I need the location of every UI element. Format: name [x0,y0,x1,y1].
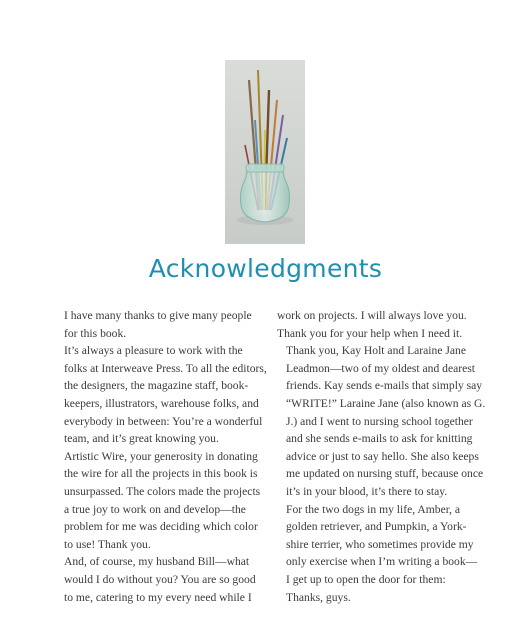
text-line: Thanks, guys. [286,590,351,604]
paragraph [55,342,267,448]
paragraph [55,553,267,606]
text-line: would I do without you? You are so good [64,572,256,586]
text-line: a true joy to work on and develop—the [64,502,246,516]
crochet-hooks-jar-illustration [225,60,305,244]
text-line: work on projects. I will always love you. [277,309,467,322]
text-line: it’s in your blood, it’s there to stay. [286,484,448,498]
text-line: And, of course, my husband Bill—what [64,555,250,569]
text-line: shire terrier, who sometimes provide my [286,537,474,551]
paragraph [55,307,267,342]
paragraph [277,307,489,342]
text-line: golden retriever, and Pumpkin, a York- [286,520,467,534]
text-line: “WRITE!” Laraine Jane (also known as G. [286,396,486,410]
paragraph [55,448,267,554]
text-line: Artistic Wire, your generosity in donating [64,449,258,463]
crochet-hooks-in-jar-photo [225,60,305,244]
text-line: Thank you, Kay Holt and Laraine Jane [286,344,466,358]
text-line: J.) and I went to nursing school together [286,414,473,428]
paragraph [277,342,489,500]
text-line: friends. Kay sends e-mails that simply say [286,379,483,393]
text-line: the designers, the magazine staff, book- [64,379,249,393]
text-line: I get up to open the door for them: [286,572,446,586]
text-line: and she sends e-mails to ask for knitting [286,432,473,446]
text-line: only exercise when I’m writing a book— [286,555,478,569]
text-line: to use! Thank you. [64,537,151,551]
text-line: Thank you for your help when I need it. [277,326,463,340]
text-line: team, and it’s great knowing you. [64,432,219,446]
text-line: I have many thanks to give many people [64,309,252,322]
paragraph [277,501,489,607]
text-line: for this book. [64,326,127,340]
text-line: problem for me was deciding which color [64,520,258,534]
text-line: everybody in between: You’re a wonderful [64,414,263,428]
text-line: unsurpassed. The colors made the projects [64,484,261,498]
right-text-column [277,307,489,606]
text-line: For the two dogs in my life, Amber, a [286,502,461,516]
text-line: It’s always a pleasure to work with the [64,344,243,358]
page-title: Acknowledgments [148,254,383,283]
text-line: the wire for all the projects in this book is [64,467,258,481]
text-line: keepers, illustrators, warehouse folks, and [64,396,259,410]
left-text-column [55,307,267,606]
text-line: folks at Interweave Press. To all the editors, [64,361,267,375]
text-line: me updated on nursing stuff, because once [286,467,484,481]
text-line: Leadmon—two of my oldest and dearest [286,361,475,375]
text-line: to me, catering to my every need while I [64,590,252,604]
text-line: advice or just to say hello. She also keeps [286,449,479,463]
